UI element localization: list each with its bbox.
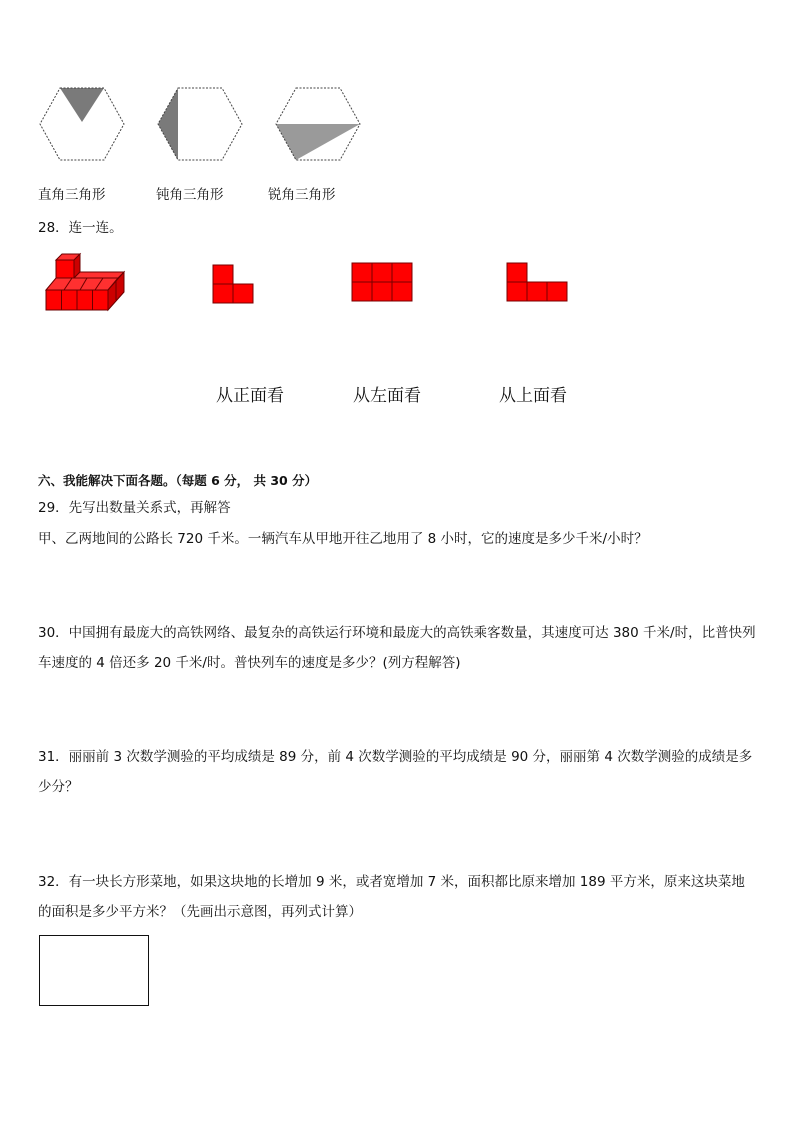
shaded-right-triangle bbox=[60, 88, 104, 122]
q29-instruction: 29．先写出数量关系式，再解答 bbox=[38, 500, 231, 516]
q30-problem: 30．中国拥有最庞大的高铁网络、最复杂的高铁运行环境和最庞大的高铁乘客数量，其速度可达 380 千米/时，比普快列车速度的 4 倍还多 20 千米/时。普快列车的速度是多少？(列方程解答) bbox=[38, 625, 756, 671]
q28-title: 28．连一连。 bbox=[38, 220, 123, 236]
q31-problem: 31．丽丽前 3 次数学测验的平均成绩是 89 分，前 4 次数学测验的平均成绩是 90 分，丽丽第 4 次数学测验的成绩是多少分？ bbox=[38, 749, 753, 795]
hexagon-right-triangle-figure bbox=[38, 86, 128, 162]
hexagon-obtuse-triangle-figure bbox=[156, 86, 246, 162]
label-acute-triangle: 锐角三角形 bbox=[268, 187, 336, 203]
sketch-rectangle-box bbox=[39, 935, 149, 1006]
label-obtuse-triangle: 钝角三角形 bbox=[156, 187, 224, 203]
cube-solid-figure bbox=[46, 252, 126, 312]
label-right-triangle: 直角三角形 bbox=[38, 187, 106, 203]
hexagon-acute-triangle-figure bbox=[274, 86, 364, 162]
view-long-l-shape bbox=[506, 262, 570, 304]
shaded-acute-triangle bbox=[276, 124, 360, 160]
q29-problem: 甲、乙两地间的公路长 720 千米。一辆汽车从甲地开往乙地用了 8 小时，它的速度是多少千米/小时？ bbox=[38, 531, 648, 547]
view-grid-shape bbox=[351, 262, 415, 304]
view-top-label: 从上面看 bbox=[499, 386, 567, 406]
view-l-shape bbox=[212, 264, 256, 306]
shaded-obtuse-triangle bbox=[158, 88, 178, 160]
section-6-heading: 六、我能解决下面各题。（每题 6 分， 共 30 分） bbox=[38, 473, 318, 488]
view-left-label: 从左面看 bbox=[353, 386, 421, 406]
q32-problem: 32．有一块长方形菜地，如果这块地的长增加 9 米，或者宽增加 7 米，面积都比原来增加 189 平方米，原来这块菜地的面积是多少平方米？（先画出示意图，再列式计算） bbox=[38, 874, 745, 920]
view-front-label: 从正面看 bbox=[216, 386, 284, 406]
